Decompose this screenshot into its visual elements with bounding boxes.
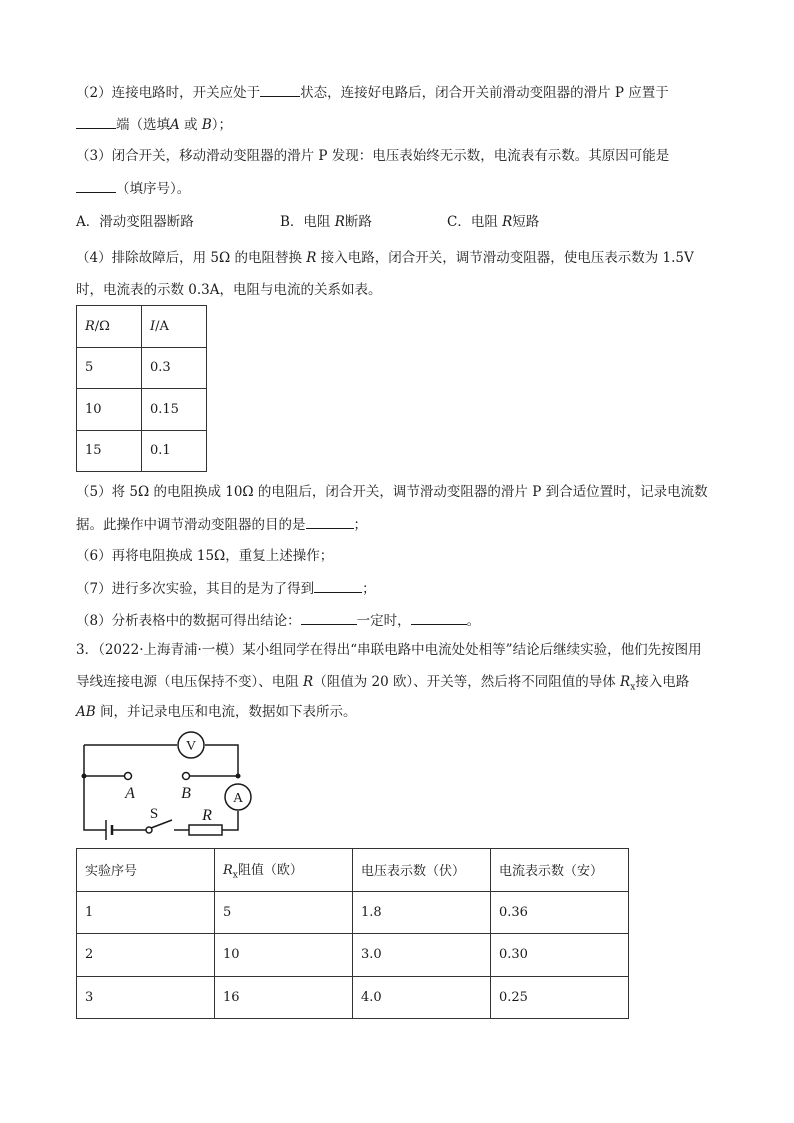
table-row — [77, 347, 207, 389]
circuit-diagram — [76, 730, 266, 845]
q3-text4: 接入电路 — [635, 674, 690, 690]
header-current: 电流表示数（安） — [491, 849, 629, 892]
table-cell: 2 — [77, 934, 215, 977]
q2-part2-line2 — [76, 114, 232, 135]
answer-blank-fault[interactable] — [76, 178, 116, 193]
resistance-current-table — [76, 305, 207, 472]
unit-ohm: /Ω — [94, 318, 110, 334]
experiment-data-table — [76, 848, 629, 1019]
q2-part7-line — [76, 578, 376, 599]
table-cell: 0.1 — [142, 430, 207, 472]
var-i: I — [150, 318, 156, 334]
q2-part6-text: （6）再将电阻换成 15Ω，重复上述操作； — [76, 548, 334, 564]
q2-part8-end: 。 — [466, 613, 481, 629]
header-var-r: R — [223, 862, 233, 878]
q2-part3-line1 — [76, 146, 669, 166]
q2-part8-text2: 一定时， — [356, 613, 411, 629]
terminal-b-icon — [183, 773, 190, 780]
choice-b-var: R — [334, 214, 345, 230]
table-header-row — [77, 849, 629, 892]
table-row — [77, 934, 629, 977]
table-row — [77, 891, 629, 934]
q2-part3-line2 — [76, 178, 190, 199]
or-text: 或 — [179, 117, 202, 133]
header-trial-number: 实验序号 — [77, 849, 215, 892]
q2-part4-var: R — [306, 250, 317, 266]
answer-blank-slider-end[interactable] — [76, 114, 116, 129]
switch-label: S — [149, 806, 159, 822]
table-cell: 0.36 — [491, 891, 629, 934]
q2-part4-text2: 接入电路，闭合开关，调节滑动变阻器，使电压表示数为 1.5V — [316, 250, 694, 266]
q2-part6-line — [76, 546, 333, 566]
q3-text2: 导线连接电源（电压保持不变）、电阻 — [76, 674, 304, 690]
choice-c-text: C．电阻 — [447, 214, 503, 230]
choice-b[interactable] — [280, 212, 372, 232]
choice-b-text2: 断路 — [344, 214, 372, 230]
table-cell: 0.3 — [142, 347, 207, 389]
q2-part3-text: （3）闭合开关，移动滑动变阻器的滑片 P 发现：电压表始终无示数，电流表有示数。其原因可能是 — [76, 148, 670, 164]
choice-c-var: R — [502, 214, 513, 230]
q2-part5-text2: 据。此操作中调节滑动变阻器的目的是 — [76, 517, 306, 533]
q3-sub-x: x — [630, 682, 636, 693]
q2-part8-text: （8）分析表格中的数据可得出结论： — [76, 613, 301, 629]
table-cell: 4.0 — [353, 976, 491, 1019]
resistor-label: R — [202, 807, 212, 824]
table-cell: 5 — [215, 891, 353, 934]
q3-line1 — [76, 640, 702, 660]
table-cell: 10 — [215, 934, 353, 977]
table-row — [77, 389, 207, 431]
option-b-italic: B — [201, 117, 212, 133]
q2-part4-line1 — [76, 248, 694, 268]
choice-b-text: B．电阻 — [280, 214, 335, 230]
table-cell: 5 — [77, 347, 142, 389]
q2-part3-text2: （填序号）。 — [116, 181, 191, 197]
resistor-icon — [189, 825, 222, 835]
answer-blank-goal[interactable] — [314, 578, 362, 593]
wire-bottom-right — [222, 811, 238, 830]
table-row — [77, 976, 629, 1019]
table-header-row — [77, 306, 207, 348]
q2-part5-end: ； — [353, 517, 367, 533]
q2-part7-text: （7）进行多次实验，其目的是为了得到 — [76, 581, 315, 597]
q3-text3: （阻值为 20 欧）、开关等，然后将不同阻值的导体 — [313, 674, 621, 690]
junction-right-icon — [236, 774, 241, 779]
wire-top-right — [205, 745, 238, 776]
q2-part4-text: （4）排除故障后，用 5Ω 的电阻替换 — [76, 250, 307, 266]
choice-a-text: A．滑动变阻器断路 — [76, 214, 194, 230]
table-cell: 3.0 — [353, 934, 491, 977]
q2-part2-text2: 状态，连接好电路后，闭合开关前滑动变阻器的滑片 P 应置于 — [300, 85, 669, 101]
q2-part2-text3: 端（选填 — [116, 117, 170, 133]
q3-var-r: R — [303, 674, 314, 690]
table-cell: 0.15 — [142, 389, 207, 431]
q2-part4-line2 — [76, 280, 382, 300]
wire-left — [84, 745, 106, 830]
voltmeter-label: V — [185, 739, 197, 754]
table-row — [77, 430, 207, 472]
table-cell: 0.30 — [491, 934, 629, 977]
header-resistance — [77, 306, 142, 348]
q2-part4-text3: 时，电流表的示数 0.3A，电阻与电流的关系如表。 — [76, 282, 382, 298]
header-sub-x: x — [232, 870, 238, 881]
header-rx-text: 阻值（欧） — [237, 862, 303, 878]
q2-part2-text: （2）连接电路时，开关应处于 — [76, 85, 261, 101]
var-r: R — [85, 318, 95, 334]
q3-var-rx: R — [620, 674, 631, 690]
choice-c[interactable] — [447, 212, 539, 232]
q2-part5-text: （5）将 5Ω 的电阻换成 10Ω 的电阻后，闭合开关，调节滑动变阻器的滑片 P 到合适位置时，记录电流数 — [76, 484, 708, 500]
table-cell: 1.8 — [353, 891, 491, 934]
table-cell: 0.25 — [491, 976, 629, 1019]
answer-blank-switch-state[interactable] — [260, 82, 300, 97]
point-b-label: B — [181, 785, 191, 802]
junction-left-icon — [82, 774, 87, 779]
ammeter-label: A — [232, 791, 244, 806]
choice-a[interactable] — [76, 212, 194, 232]
header-voltage: 电压表示数（伏） — [353, 849, 491, 892]
answer-blank-condition[interactable] — [301, 610, 357, 625]
terminal-a-icon — [125, 773, 132, 780]
q2-part2-text4: ）； — [211, 117, 233, 133]
q3-text: 3．（2022·上海青浦·一模）某小组同学在得出“串联电路中电流处处相等”结论后继续实验，他们先按图用 — [76, 642, 702, 658]
table-cell: 16 — [215, 976, 353, 1019]
q3-line3 — [76, 702, 356, 722]
unit-amp: /A — [155, 318, 169, 334]
option-a-italic: A — [170, 117, 180, 133]
q3-text5: 间，并记录电压和电流，数据如下表所示。 — [95, 704, 357, 720]
table-cell: 15 — [77, 430, 142, 472]
choice-c-text2: 短路 — [512, 214, 540, 230]
answer-blank-conclusion[interactable] — [411, 610, 467, 625]
header-current — [142, 306, 207, 348]
point-a-label: A — [125, 785, 135, 802]
q2-part8-line — [76, 610, 480, 631]
table-cell: 3 — [77, 976, 215, 1019]
q2-part2-line1 — [76, 82, 669, 103]
q2-part7-end: ； — [362, 581, 376, 597]
q2-part5-line1 — [76, 482, 708, 502]
q3-var-ab: AB — [76, 704, 96, 720]
q3-line2 — [76, 672, 689, 698]
table-cell: 10 — [77, 389, 142, 431]
q2-part5-line2 — [76, 514, 367, 535]
answer-blank-purpose[interactable] — [306, 514, 354, 529]
header-rx-resistance — [215, 849, 353, 892]
table-cell: 1 — [77, 891, 215, 934]
